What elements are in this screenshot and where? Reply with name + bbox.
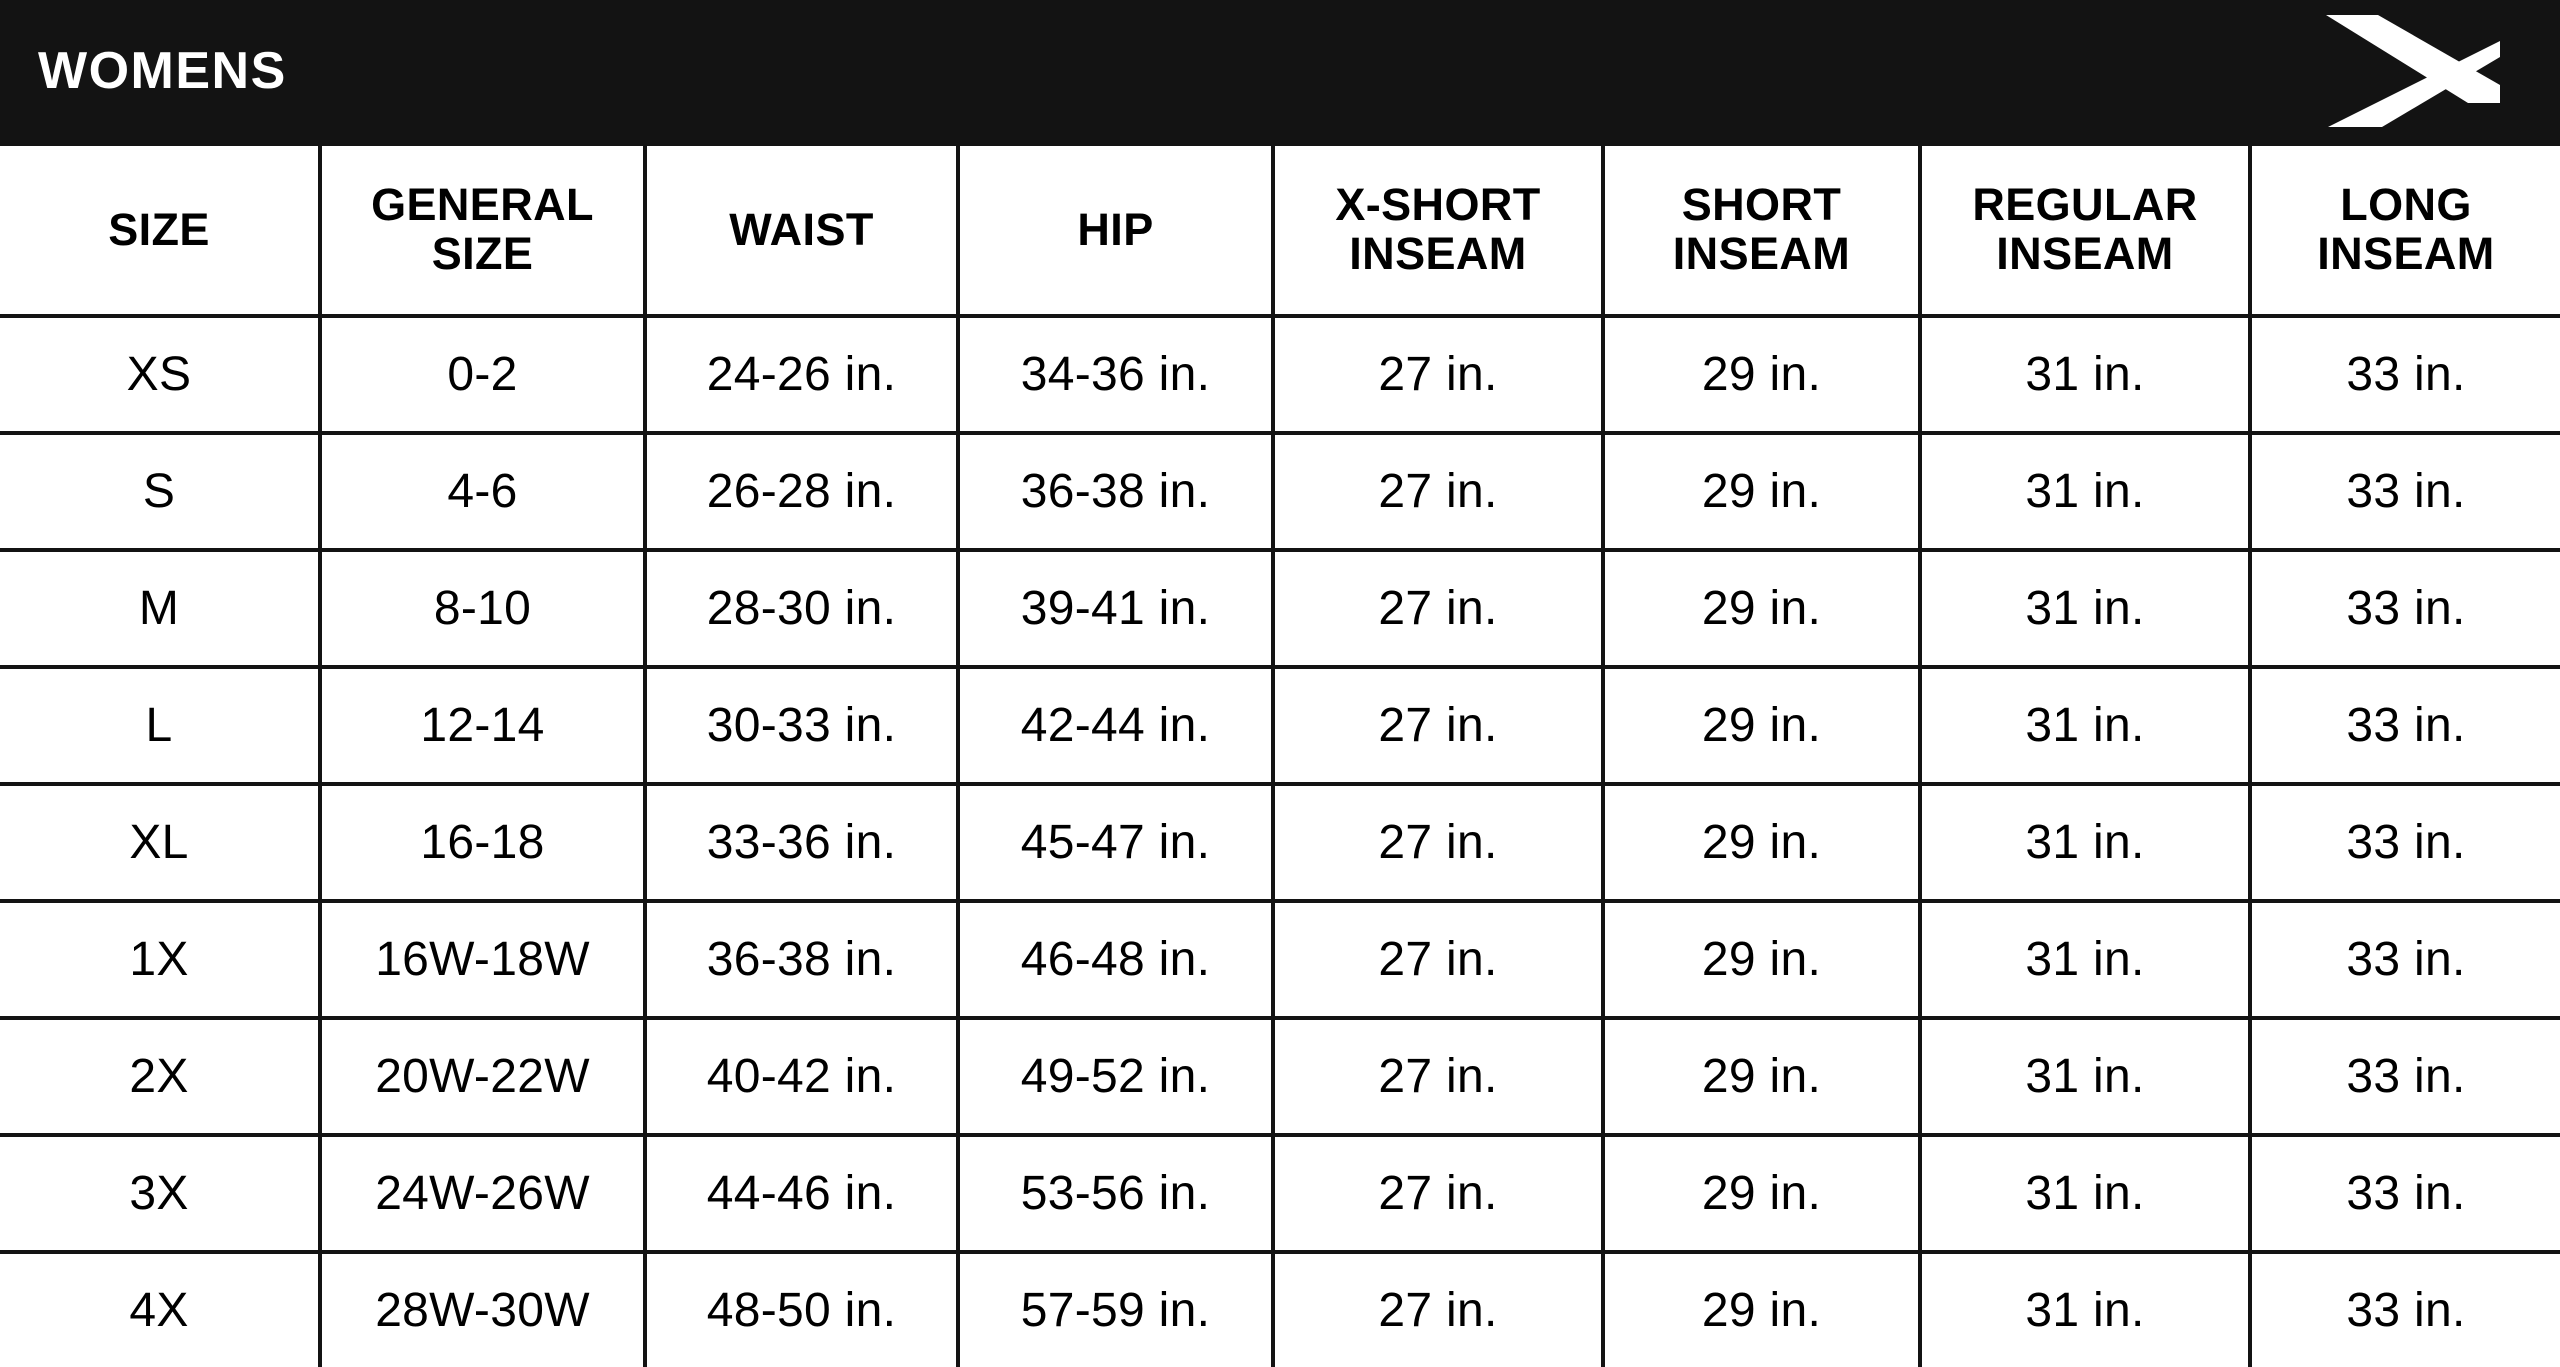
cell-hip: 49-52 in. bbox=[958, 1018, 1273, 1135]
table-row bbox=[0, 667, 2560, 784]
table-row bbox=[0, 901, 2560, 1018]
cell-waist: 28-30 in. bbox=[645, 550, 958, 667]
table-row bbox=[0, 550, 2560, 667]
cell-waist: 36-38 in. bbox=[645, 901, 958, 1018]
cell-xshort: 27 in. bbox=[1273, 433, 1603, 550]
column-header-xshort-inseam-line1: X-SHORT bbox=[1335, 179, 1541, 231]
cell-size: 3X bbox=[0, 1135, 320, 1252]
column-header-xshort-inseam bbox=[1273, 144, 1603, 316]
cell-regular: 31 in. bbox=[1920, 1135, 2250, 1252]
cell-regular: 31 in. bbox=[1920, 667, 2250, 784]
cell-waist: 24-26 in. bbox=[645, 316, 958, 433]
column-header-size-line1: SIZE bbox=[108, 203, 210, 255]
cell-xshort: 27 in. bbox=[1273, 316, 1603, 433]
column-header-hip-line1: HIP bbox=[1077, 203, 1154, 255]
column-header-general-size-line1: GENERAL bbox=[371, 179, 594, 231]
cell-xshort: 27 in. bbox=[1273, 901, 1603, 1018]
column-header-hip bbox=[958, 144, 1273, 316]
cell-hip: 34-36 in. bbox=[958, 316, 1273, 433]
column-header-regular-inseam-line2: INSEAM bbox=[1996, 228, 2174, 279]
column-header-xshort-inseam-line2: INSEAM bbox=[1349, 228, 1527, 279]
cell-size: 2X bbox=[0, 1018, 320, 1135]
page-title: WOMENS bbox=[38, 42, 287, 100]
cell-regular: 31 in. bbox=[1920, 1252, 2250, 1367]
cell-size: 1X bbox=[0, 901, 320, 1018]
cell-xshort: 27 in. bbox=[1273, 1018, 1603, 1135]
cell-regular: 31 in. bbox=[1920, 316, 2250, 433]
cell-regular: 31 in. bbox=[1920, 784, 2250, 901]
cell-short: 29 in. bbox=[1603, 1018, 1920, 1135]
cell-general: 12-14 bbox=[320, 667, 645, 784]
column-header-general-size bbox=[320, 144, 645, 316]
cell-hip: 46-48 in. bbox=[958, 901, 1273, 1018]
cell-regular: 31 in. bbox=[1920, 433, 2250, 550]
cell-long: 33 in. bbox=[2250, 1018, 2560, 1135]
cell-size: XL bbox=[0, 784, 320, 901]
cell-waist: 30-33 in. bbox=[645, 667, 958, 784]
cell-long: 33 in. bbox=[2250, 667, 2560, 784]
cell-size: S bbox=[0, 433, 320, 550]
cell-size: M bbox=[0, 550, 320, 667]
table-row bbox=[0, 433, 2560, 550]
column-header-short-inseam bbox=[1603, 144, 1920, 316]
size-table bbox=[0, 142, 2560, 1367]
column-header-general-size-line2: SIZE bbox=[431, 228, 534, 279]
table-row bbox=[0, 1252, 2560, 1367]
cell-size: L bbox=[0, 667, 320, 784]
cell-general: 4-6 bbox=[320, 433, 645, 550]
column-header-long-inseam-line1: LONG bbox=[2340, 179, 2472, 231]
cell-long: 33 in. bbox=[2250, 550, 2560, 667]
column-header-long-inseam bbox=[2250, 144, 2560, 316]
cell-short: 29 in. bbox=[1603, 784, 1920, 901]
cell-xshort: 27 in. bbox=[1273, 667, 1603, 784]
cell-hip: 57-59 in. bbox=[958, 1252, 1273, 1367]
cell-xshort: 27 in. bbox=[1273, 1252, 1603, 1367]
cell-hip: 53-56 in. bbox=[958, 1135, 1273, 1252]
page-header bbox=[0, 0, 2560, 142]
column-header-size bbox=[0, 144, 320, 316]
cell-general: 28W-30W bbox=[320, 1252, 645, 1367]
column-header-short-inseam-line1: SHORT bbox=[1681, 179, 1842, 231]
cell-short: 29 in. bbox=[1603, 1135, 1920, 1252]
column-header-regular-inseam bbox=[1920, 144, 2250, 316]
cell-short: 29 in. bbox=[1603, 901, 1920, 1018]
cell-waist: 26-28 in. bbox=[645, 433, 958, 550]
cell-waist: 40-42 in. bbox=[645, 1018, 958, 1135]
cell-xshort: 27 in. bbox=[1273, 1135, 1603, 1252]
cell-long: 33 in. bbox=[2250, 316, 2560, 433]
cell-size: XS bbox=[0, 316, 320, 433]
cell-hip: 36-38 in. bbox=[958, 433, 1273, 550]
column-header-long-inseam-line2: INSEAM bbox=[2317, 228, 2495, 279]
cell-long: 33 in. bbox=[2250, 433, 2560, 550]
column-header-waist bbox=[645, 144, 958, 316]
cell-hip: 45-47 in. bbox=[958, 784, 1273, 901]
cell-short: 29 in. bbox=[1603, 433, 1920, 550]
cell-general: 16W-18W bbox=[320, 901, 645, 1018]
cell-waist: 33-36 in. bbox=[645, 784, 958, 901]
column-header-short-inseam-line2: INSEAM bbox=[1672, 228, 1851, 279]
table-row bbox=[0, 316, 2560, 433]
cell-waist: 44-46 in. bbox=[645, 1135, 958, 1252]
table-row bbox=[0, 784, 2560, 901]
brand-x-logo-icon bbox=[2318, 11, 2508, 131]
cell-regular: 31 in. bbox=[1920, 1018, 2250, 1135]
cell-long: 33 in. bbox=[2250, 1252, 2560, 1367]
cell-general: 24W-26W bbox=[320, 1135, 645, 1252]
cell-short: 29 in. bbox=[1603, 667, 1920, 784]
cell-short: 29 in. bbox=[1603, 550, 1920, 667]
cell-short: 29 in. bbox=[1603, 316, 1920, 433]
cell-long: 33 in. bbox=[2250, 784, 2560, 901]
cell-general: 0-2 bbox=[320, 316, 645, 433]
column-header-regular-inseam-line1: REGULAR bbox=[1972, 179, 2198, 231]
cell-size: 4X bbox=[0, 1252, 320, 1367]
cell-regular: 31 in. bbox=[1920, 550, 2250, 667]
cell-waist: 48-50 in. bbox=[645, 1252, 958, 1367]
cell-xshort: 27 in. bbox=[1273, 784, 1603, 901]
cell-general: 8-10 bbox=[320, 550, 645, 667]
cell-long: 33 in. bbox=[2250, 1135, 2560, 1252]
cell-general: 20W-22W bbox=[320, 1018, 645, 1135]
table-row bbox=[0, 1135, 2560, 1252]
cell-hip: 42-44 in. bbox=[958, 667, 1273, 784]
cell-general: 16-18 bbox=[320, 784, 645, 901]
cell-short: 29 in. bbox=[1603, 1252, 1920, 1367]
cell-xshort: 27 in. bbox=[1273, 550, 1603, 667]
table-header-row bbox=[0, 144, 2560, 316]
table-row bbox=[0, 1018, 2560, 1135]
cell-hip: 39-41 in. bbox=[958, 550, 1273, 667]
cell-long: 33 in. bbox=[2250, 901, 2560, 1018]
cell-regular: 31 in. bbox=[1920, 901, 2250, 1018]
column-header-waist-line1: WAIST bbox=[729, 203, 874, 255]
size-table-container bbox=[0, 142, 2560, 1367]
